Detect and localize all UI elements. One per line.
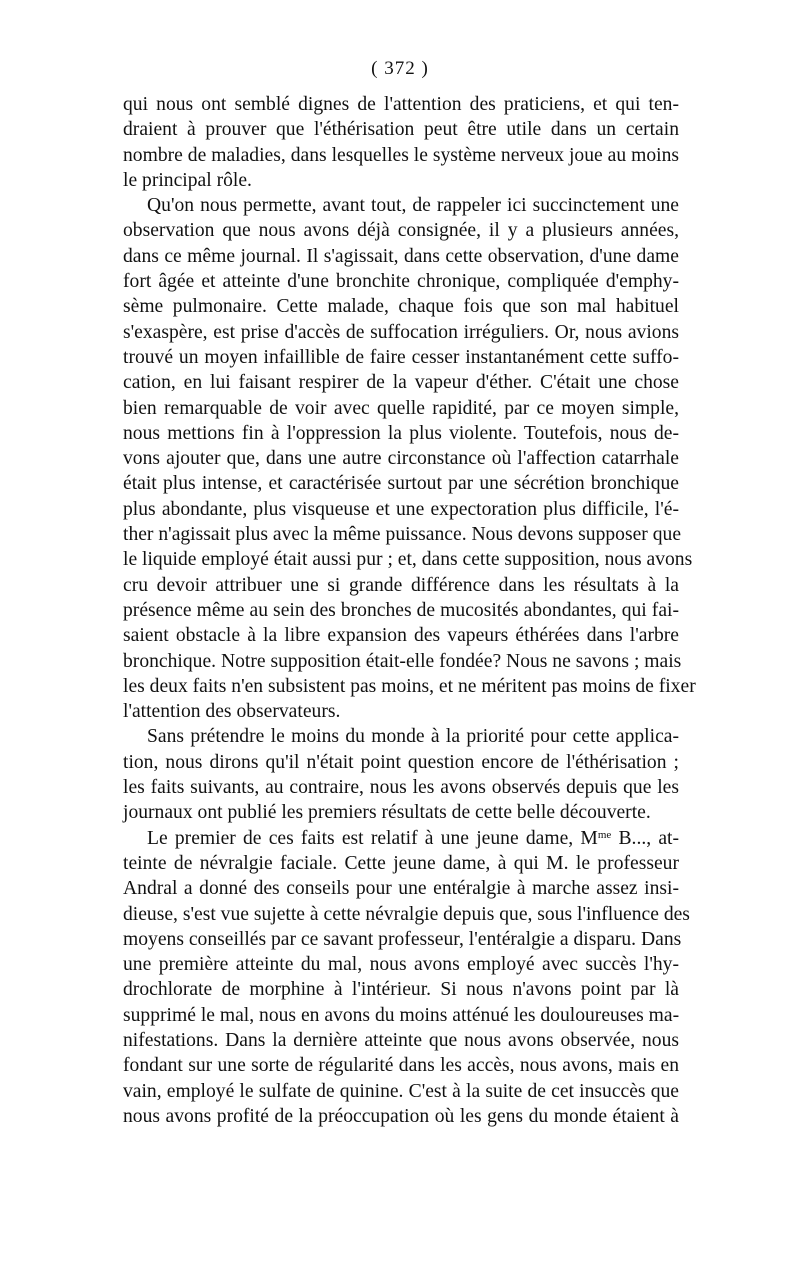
paragraph bbox=[123, 826, 690, 1130]
text-line: nous mettions fin à l'oppression la plus violente. Toutefois, nous de- bbox=[123, 422, 679, 444]
text-line: draient à prouver que l'éthérisation peut être utile dans un certain bbox=[123, 119, 679, 141]
text-line: saient obstacle à la libre expansion des vapeurs éthérées dans l'arbre bbox=[123, 625, 679, 647]
text-line: fondant sur une sorte de régularité dans les accès, nous avons, mais en bbox=[123, 1055, 679, 1077]
text-line: qui nous ont semblé dignes de l'attention des praticiens, et qui ten- bbox=[123, 94, 679, 115]
text-line: nous avons profité de la préoccupation où les gens du monde étaient à bbox=[123, 1105, 679, 1127]
text-line: moyens conseillés par ce savant professeur, l'entéralgie a disparu. Dans bbox=[123, 928, 682, 950]
text-line: dieuse, s'est vue sujette à cette névralgie depuis que, sous l'influence des bbox=[123, 903, 690, 925]
text-line: vain, employé le sulfate de quinine. C'est à la suite de cet insuccès que bbox=[123, 1080, 679, 1102]
text-line: vons ajouter que, dans une autre circonstance où l'affection catarrhale bbox=[123, 448, 679, 470]
text-line: trouvé un moyen infaillible de faire cesser instantanément cette suffo- bbox=[123, 346, 679, 368]
paragraph bbox=[123, 92, 679, 193]
text-line: le liquide employé était aussi pur ; et, dans cette supposition, nous avons bbox=[123, 549, 693, 571]
text-line: Sans prétendre le moins du monde à la priorité pour cette applica- bbox=[147, 726, 679, 748]
text-line: cru devoir attribuer une si grande différence dans les résultats à la bbox=[123, 574, 679, 596]
text-line: était plus intense, et caractérisée surtout par une sécrétion bronchique bbox=[123, 473, 679, 495]
paragraph bbox=[123, 724, 679, 825]
text-line: fort âgée et atteinte d'une bronchite chronique, compliquée d'emphy- bbox=[123, 271, 679, 293]
text-line: bien remarquable de voir avec quelle rapidité, par ce moyen simple, bbox=[123, 397, 679, 419]
text-line: sème pulmonaire. Cette malade, chaque fois que son mal habituel bbox=[123, 296, 679, 318]
text-line: drochlorate de morphine à l'intérieur. Si nous n'avons point par là bbox=[123, 979, 679, 1001]
body-text bbox=[123, 92, 696, 1129]
text-line: nifestations. Dans la dernière atteinte que nous avons observée, nous bbox=[123, 1029, 679, 1051]
text-line: ther n'agissait plus avec la même puissance. Nous devons supposer que bbox=[123, 524, 682, 546]
text-line: teinte de névralgie faciale. Cette jeune dame, à qui M. le professeur bbox=[123, 852, 679, 874]
text-line: les deux faits n'en subsistent pas moins, et ne méritent pas moins de fixer bbox=[123, 675, 696, 697]
text-line: s'exaspère, est prise d'accès de suffocation irréguliers. Or, nous avions bbox=[123, 321, 679, 343]
text-line: bronchique. Notre supposition était-elle fondée? Nous ne savons ; mais bbox=[123, 650, 682, 672]
text-line: Qu'on nous permette, avant tout, de rappeler ici succinctement une bbox=[147, 195, 679, 217]
text-line: tion, nous dirons qu'il n'était point question encore de l'éthérisation ; bbox=[123, 751, 679, 773]
text-line: plus abondante, plus visqueuse et une expectoration plus difficile, l'é- bbox=[123, 498, 679, 520]
text-line: journaux ont publié les premiers résultats de cette belle découverte. bbox=[123, 802, 651, 824]
text-line: le principal rôle. bbox=[123, 169, 252, 191]
text-line: nombre de maladies, dans lesquelles le système nerveux joue au moins bbox=[123, 144, 679, 166]
text-line: les faits suivants, au contraire, nous les avons observés depuis que les bbox=[123, 777, 679, 799]
text-line: l'attention des observateurs. bbox=[123, 701, 341, 723]
page-number: ( 372 ) bbox=[371, 58, 429, 79]
text-line: cation, en lui faisant respirer de la vapeur d'éther. C'était une chose bbox=[123, 372, 679, 394]
text-line: supprimé le mal, nous en avons du moins atténué les douloureuses ma- bbox=[123, 1004, 680, 1026]
text-line: Andral a donné des conseils pour une entéralgie à marche assez insi- bbox=[123, 878, 679, 900]
paragraph bbox=[123, 193, 696, 724]
text-line: présence même au sein des bronches de mucosités abondantes, qui fai- bbox=[123, 599, 679, 621]
text-line: observation que nous avons déjà consignée, il y a plusieurs années, bbox=[123, 220, 679, 242]
text-line: dans ce même journal. Il s'agissait, dans cette observation, d'une dame bbox=[123, 245, 679, 267]
text-line: une première atteinte du mal, nous avons employé avec succès l'hy- bbox=[123, 954, 679, 976]
text-line: Le premier de ces faits est relatif à une jeune dame, $M^{me}$ B..., at- bbox=[147, 827, 680, 849]
